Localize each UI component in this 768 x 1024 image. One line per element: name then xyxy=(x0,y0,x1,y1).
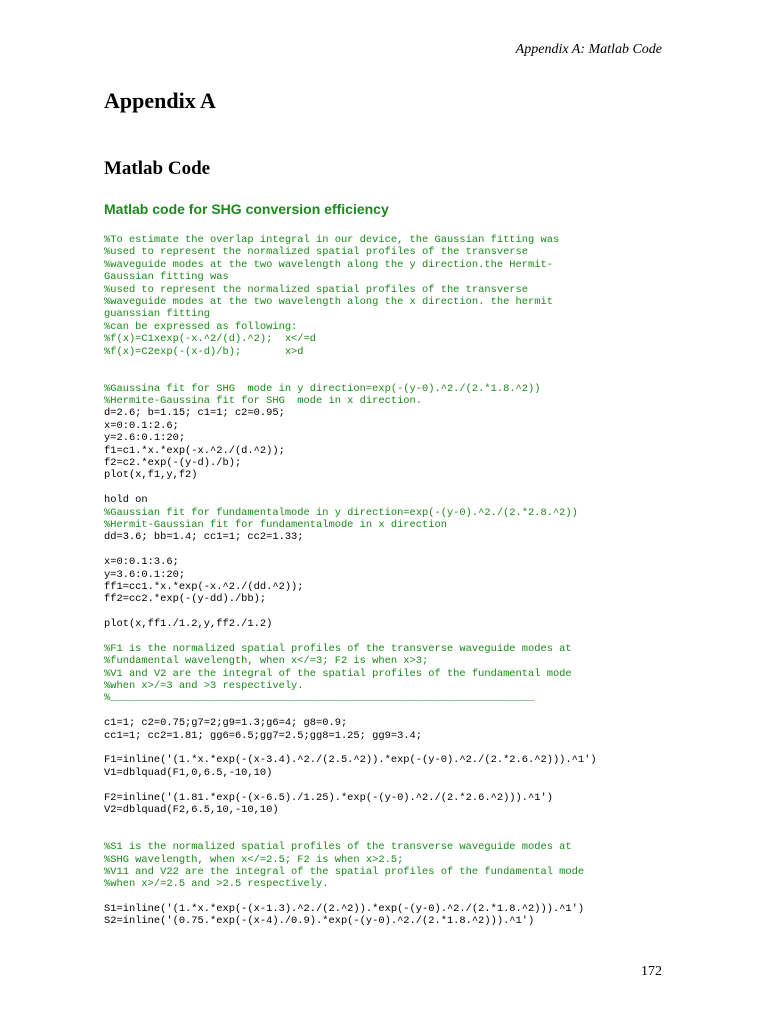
code-comment-line: Gaussian fitting was xyxy=(104,271,229,284)
code-line: f1=c1.*x.*exp(-x.^2./(d.^2)); xyxy=(104,444,285,457)
page-number: 172 xyxy=(641,964,662,979)
code-line: x=0:0.1:2.6; xyxy=(104,419,179,432)
code-line: S2=inline('(0.75.*exp(-(x-4)./0.9).*exp(-(y-0).^2./(2.*1.8.^2))).^1') xyxy=(104,915,535,928)
code-blank-line xyxy=(104,891,704,903)
code-comment-line: %____________________________________________________________________ xyxy=(104,692,535,705)
code-comment-line: %V1 and V2 are the integral of the spatial profiles of the fundamental mode xyxy=(104,667,572,680)
code-line: F1=inline('(1.*x.*exp(-(x-3.4).^2./(2.5.^2)).*exp(-(y-0).^2./(2.*2.6.^2))).^1') xyxy=(104,754,597,767)
code-blank-line xyxy=(104,705,704,717)
code-comment-line: %SHG wavelength, when x</=2.5; F2 is when x>2.5; xyxy=(104,853,404,866)
code-line: ff2=cc2.*exp(-(y-dd)./bb); xyxy=(104,593,267,606)
running-header: Appendix A: Matlab Code xyxy=(515,42,662,57)
appendix-heading: Appendix A xyxy=(104,88,216,113)
code-blank-line xyxy=(104,631,704,643)
code-line: plot(x,f1,y,f2) xyxy=(104,469,198,482)
code-comment-line: %S1 is the normalized spatial profiles of the transverse waveguide modes at xyxy=(104,841,572,854)
code-comment-line: %Hermite-Gaussina fit for SHG mode in x direction. xyxy=(104,395,423,408)
code-listing xyxy=(104,234,704,928)
code-blank-line xyxy=(104,829,704,841)
code-comment-line: %used to represent the normalized spatial profiles of the transverse xyxy=(104,283,529,296)
code-line: d=2.6; b=1.15; c1=1; c2=0.95; xyxy=(104,407,285,420)
code-line: hold on xyxy=(104,494,148,507)
code-blank-line xyxy=(104,779,704,791)
code-comment-line: %F1 is the normalized spatial profiles of the transverse waveguide modes at xyxy=(104,642,572,655)
code-line: ff1=cc1.*x.*exp(-x.^2./(dd.^2)); xyxy=(104,580,304,593)
code-comment-line: %V11 and V22 are the integral of the spatial profiles of the fundamental mode xyxy=(104,865,585,878)
code-blank-line xyxy=(104,742,704,754)
section-heading: Matlab code for SHG conversion efficiency xyxy=(104,201,389,217)
code-blank-line xyxy=(104,358,704,370)
code-comment-line: %f(x)=C2exp(-(x-d)/b); x>d xyxy=(104,345,304,358)
code-line: dd=3.6; bb=1.4; cc1=1; cc2=1.33; xyxy=(104,531,304,544)
code-comment-line: %Hermit-Gaussian fit for fundamentalmode in x direction xyxy=(104,518,447,531)
code-line: f2=c2.*exp(-(y-d)./b); xyxy=(104,457,242,470)
code-blank-line xyxy=(104,606,704,618)
code-comment-line: %To estimate the overlap integral in our device, the Gaussian fitting was xyxy=(104,234,560,246)
code-comment-line: %f(x)=C1xexp(-x.^2/(d).^2); x</=d xyxy=(104,333,317,346)
code-line: F2=inline('(1.81.*exp(-(x-6.5)./1.25).*exp(-(y-0).^2./(2.*2.6.^2))).^1') xyxy=(104,791,553,804)
chapter-heading: Matlab Code xyxy=(104,158,211,179)
code-line: y=3.6:0.1:20; xyxy=(104,568,186,581)
code-comment-line: %Gaussina fit for SHG mode in y direction=exp(-(y-0).^2./(2.*1.8.^2)) xyxy=(104,382,541,395)
code-comment-line: %used to represent the normalized spatial profiles of the transverse xyxy=(104,246,529,259)
code-line: S1=inline('(1.*x.*exp(-(x-1.3).^2./(2.^2)).*exp(-(y-0).^2./(2.*1.8.^2))).^1') xyxy=(104,903,585,916)
code-comment-line: %when x>/=3 and >3 respectively. xyxy=(104,680,304,693)
code-comment-line: %Gaussian fit for fundamentalmode in y direction=exp(-(y-0).^2./(2.*2.8.^2)) xyxy=(104,506,578,519)
code-blank-line xyxy=(104,482,704,494)
code-comment-line: %waveguide modes at the two wavelength along the x direction. the hermit xyxy=(104,295,553,308)
code-blank-line xyxy=(104,370,704,382)
code-comment-line: %when x>/=2.5 and >2.5 respectively. xyxy=(104,878,329,891)
code-line: y=2.6:0.1:20; xyxy=(104,432,186,445)
code-blank-line xyxy=(104,816,704,828)
code-blank-line xyxy=(104,544,704,556)
code-line: c1=1; c2=0.75;g7=2;g9=1.3;g6=4; g8=0.9; xyxy=(104,717,348,730)
code-line: plot(x,ff1./1.2,y,ff2./1.2) xyxy=(104,618,273,631)
code-line: cc1=1; cc2=1.81; gg6=6.5;gg7=2.5;gg8=1.25; gg9=3.4; xyxy=(104,729,423,742)
code-comment-line: %can be expressed as following: xyxy=(104,320,298,333)
code-line: V2=dblquad(F2,6.5,10,-10,10) xyxy=(104,803,279,816)
code-comment-line: %fundamental wavelength, when x</=3; F2 is when x>3; xyxy=(104,655,429,668)
code-comment-line: guanssian fitting xyxy=(104,308,211,321)
code-line: x=0:0.1:3.6; xyxy=(104,556,179,569)
code-comment-line: %waveguide modes at the two wavelength along the y direction.the Hermit- xyxy=(104,258,553,271)
code-line: V1=dblquad(F1,0,6.5,-10,10) xyxy=(104,766,273,779)
